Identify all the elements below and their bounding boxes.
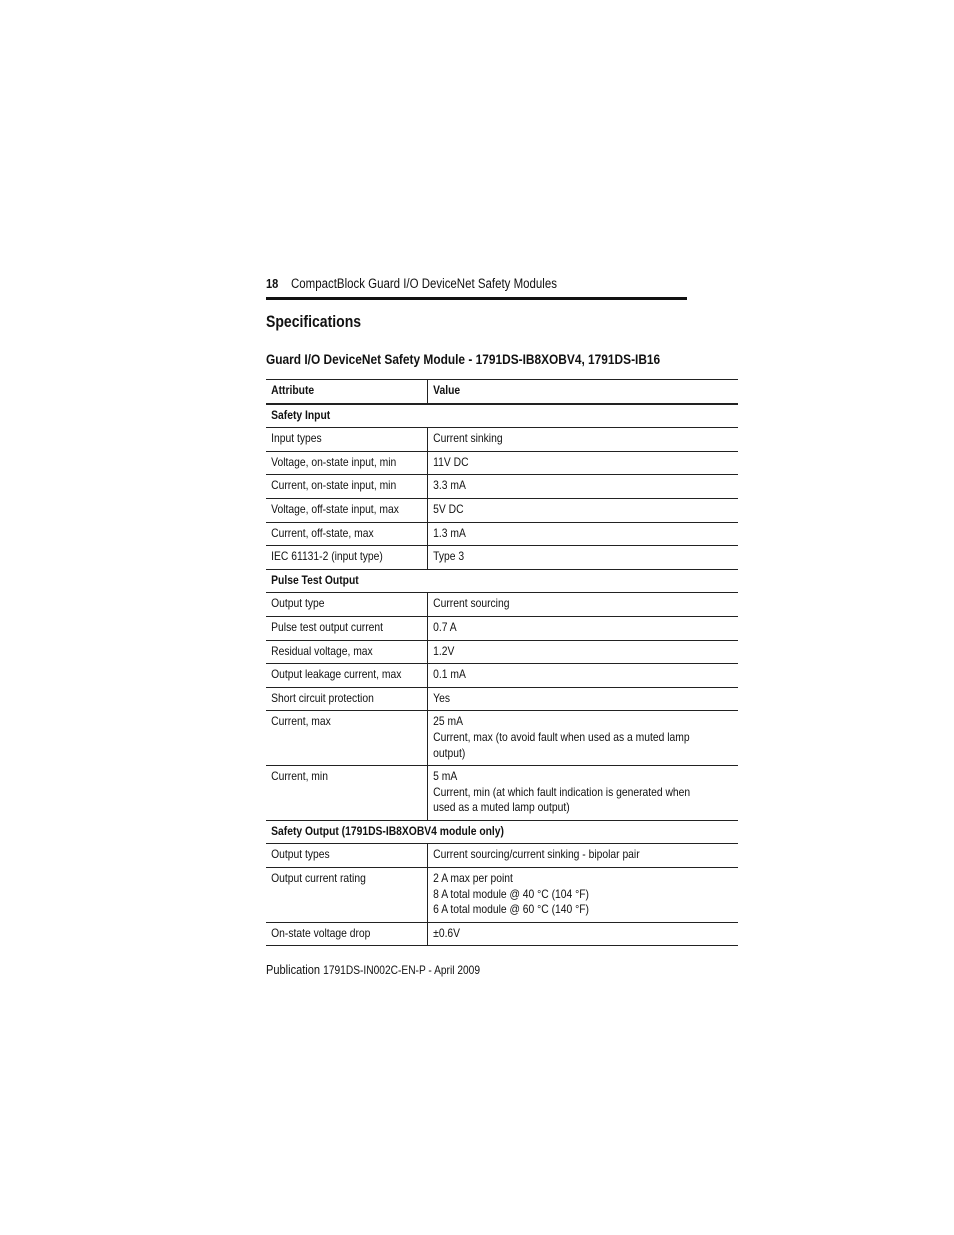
table-row [266, 428, 738, 452]
table-row [266, 546, 738, 570]
group-heading: Safety Output (1791DS-IB8XOBV4 module only) [271, 823, 504, 838]
document-title: CompactBlock Guard I/O DeviceNet Safety Modules [291, 276, 557, 291]
attribute-cell: Short circuit protection [266, 687, 428, 711]
page-footer [266, 962, 480, 977]
value-line: Type 3 [433, 549, 465, 564]
specifications-table [266, 379, 738, 946]
attribute-cell: Voltage, off-state input, max [266, 498, 428, 522]
value-line: 8 A total module @ 40 °C (104 °F) [433, 886, 590, 901]
value-line: Yes [433, 690, 451, 705]
value-cell [428, 766, 739, 821]
attribute-cell: Output types [266, 844, 428, 868]
table-row [266, 593, 738, 617]
footer-label: Publication [266, 962, 321, 977]
value-line: 1.3 mA [433, 525, 467, 540]
value-cell [428, 593, 739, 617]
value-line: 11V DC [433, 454, 469, 469]
attribute-cell: Residual voltage, max [266, 640, 428, 664]
table-row [266, 640, 738, 664]
attribute-cell: Output type [266, 593, 428, 617]
attribute-cell: Current, max [266, 711, 428, 766]
table-header-row [266, 380, 738, 404]
value-line: 2 A max per point [433, 871, 514, 886]
value-line: 5 mA [433, 769, 458, 784]
table-row [266, 711, 738, 766]
value-cell [428, 498, 739, 522]
value-cell [428, 640, 739, 664]
table-row [266, 766, 738, 821]
table-row [266, 522, 738, 546]
table-row [266, 844, 738, 868]
value-line: 6 A total module @ 60 °C (140 °F) [433, 902, 590, 917]
attribute-cell: Pulse test output current [266, 616, 428, 640]
group-heading: Pulse Test Output [271, 572, 359, 587]
page-header [266, 276, 687, 300]
value-cell [428, 451, 739, 475]
publication-id: 1791DS-IN002C-EN-P - April 2009 [323, 963, 481, 977]
group-row [266, 820, 738, 844]
value-cell [428, 616, 739, 640]
table-row [266, 616, 738, 640]
value-line: 0.1 mA [433, 667, 467, 682]
attribute-cell: Voltage, on-state input, min [266, 451, 428, 475]
table-row [266, 475, 738, 499]
table-row [266, 687, 738, 711]
table-row [266, 664, 738, 688]
value-line: 1.2V [433, 643, 455, 658]
value-line: Current, min (at which fault indication is generated when used as a muted lamp output) [433, 784, 691, 815]
group-heading: Safety Input [271, 407, 331, 422]
table-row [266, 498, 738, 522]
table-row [266, 868, 738, 923]
value-line: Current, max (to avoid fault when used as a muted lamp output) [433, 729, 690, 760]
value-cell [428, 546, 739, 570]
value-cell [428, 844, 739, 868]
value-line: 25 mA [433, 714, 464, 729]
value-cell [428, 922, 739, 946]
column-header-attribute: Attribute [266, 380, 428, 404]
attribute-cell: Output current rating [266, 868, 428, 923]
attribute-cell: Current, off-state, max [266, 522, 428, 546]
group-row [266, 569, 738, 593]
attribute-cell: Current, min [266, 766, 428, 821]
attribute-cell: On-state voltage drop [266, 922, 428, 946]
page-number: 18 [266, 276, 279, 291]
value-cell [428, 522, 739, 546]
table-row [266, 451, 738, 475]
group-row [266, 404, 738, 428]
table-row [266, 922, 738, 946]
attribute-cell: Output leakage current, max [266, 664, 428, 688]
value-cell [428, 711, 739, 766]
value-line: ±0.6V [433, 925, 461, 940]
value-cell [428, 475, 739, 499]
value-cell [428, 428, 739, 452]
value-line: Current sourcing/current sinking - bipolar pair [433, 847, 641, 862]
value-line: 5V DC [433, 501, 464, 516]
column-header-value: Value [433, 383, 461, 397]
value-line: 0.7 A [433, 619, 458, 634]
value-cell [428, 687, 739, 711]
table-title: Guard I/O DeviceNet Safety Module - 1791DS-IB8XOBV4, 1791DS-IB16 [266, 351, 661, 367]
value-cell [428, 868, 739, 923]
value-line: Current sourcing [433, 596, 510, 611]
value-line: Current sinking [433, 431, 503, 446]
section-title: Specifications [266, 313, 362, 331]
value-line: 3.3 mA [433, 478, 467, 493]
value-cell [428, 664, 739, 688]
attribute-cell: IEC 61131-2 (input type) [266, 546, 428, 570]
attribute-cell: Current, on-state input, min [266, 475, 428, 499]
attribute-cell: Input types [266, 428, 428, 452]
